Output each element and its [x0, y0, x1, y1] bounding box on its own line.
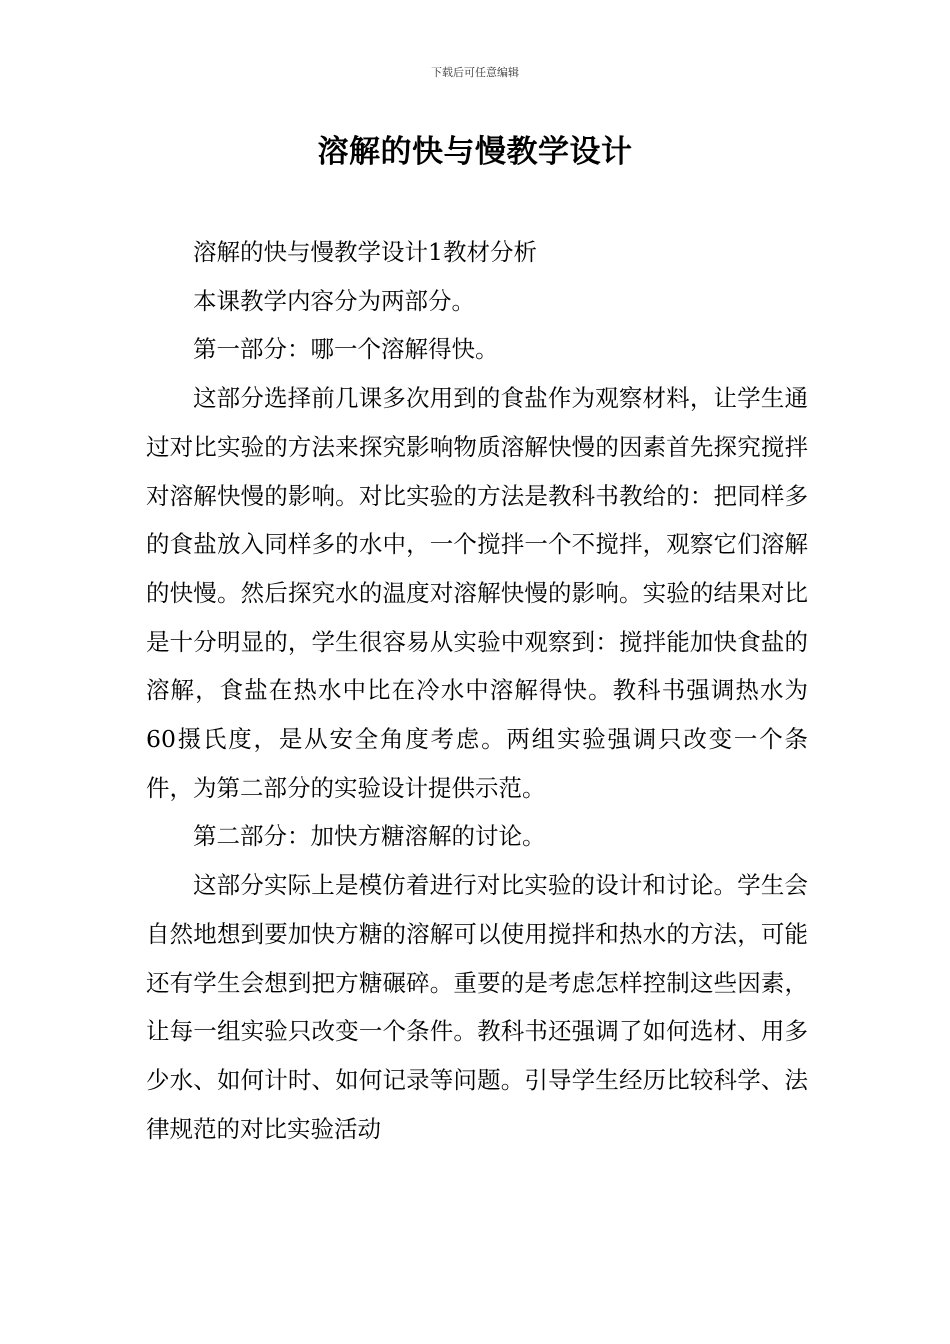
- paragraph: 这部分选择前几课多次用到的食盐作为观察材料，让学生通过对比实验的方法来探究影响物质溶解快慢的因素首先探究搅拌对溶解快慢的影响。对比实验的方法是教科书教给的：把同样多的食盐放入同样多的水中，一个搅拌一个不搅拌，观察它们溶解的快慢。然后探究水的温度对溶解快慢的影响。实验的结果对比是十分明显的，学生很容易从实验中观察到：搅拌能加快食盐的溶解，食盐在热水中比在冷水中溶解得快。教科书强调热水为60摄氏度，是从安全角度考虑。两组实验强调只改变一个条件，为第二部分的实验设计提供示范。: [146, 384, 808, 802]
- paragraph: 本课教学内容分为两部分。: [193, 286, 475, 315]
- document-title: 溶解的快与慢教学设计: [317, 134, 633, 170]
- paragraph-part-two-heading: 第二部分：加快方糖溶解的讨论。: [193, 822, 546, 851]
- document-body: [146, 228, 808, 1153]
- paragraph: 这部分实际上是模仿着进行对比实验的设计和讨论。学生会自然地想到要加快方糖的溶解可以使用搅拌和热水的方法，可能还有学生会想到把方糖碾碎。重要的是考虑怎样控制这些因素，让每一组实验只改变一个条件。教科书还强调了如何选材、用多少水、如何计时、如何记录等问题。引导学生经历比较科学、法律规范的对比实验活动: [146, 871, 808, 1143]
- paragraph-heading: 溶解的快与慢教学设计1教材分析: [193, 238, 537, 266]
- paragraph-part-one-heading: 第一部分：哪一个溶解得快。: [193, 335, 499, 364]
- header-note: 下载后可任意编辑: [431, 66, 519, 79]
